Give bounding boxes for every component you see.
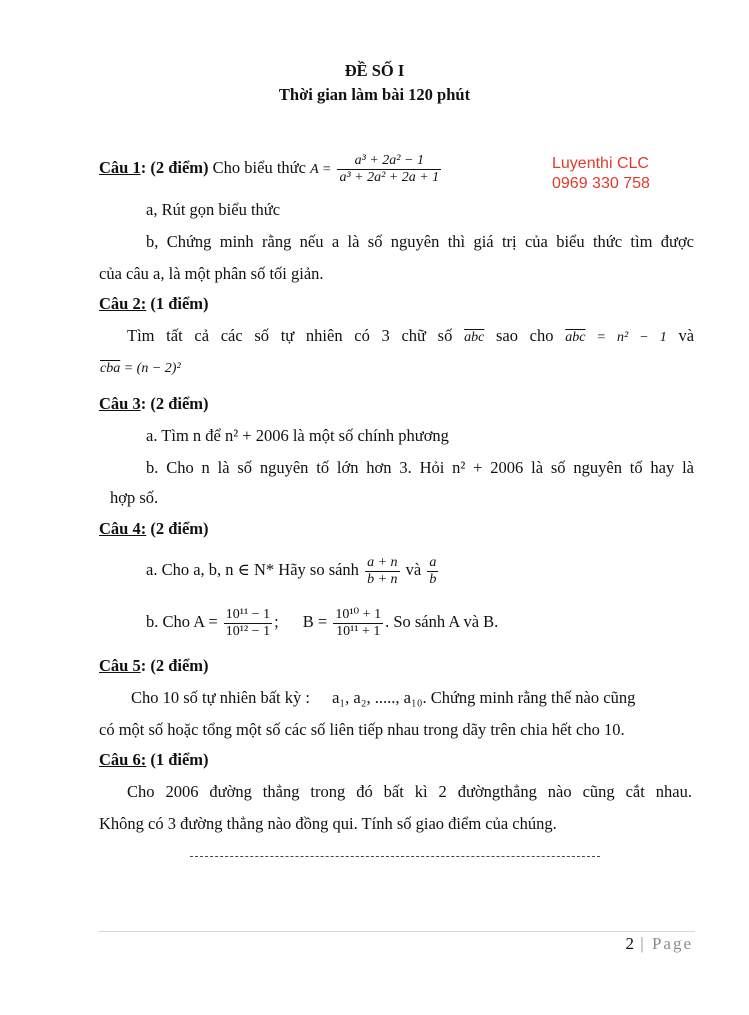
expression-fraction — [337, 153, 441, 186]
relation-2 — [100, 361, 181, 377]
question-6-label: Câu 6: — [99, 750, 147, 769]
fraction-1-numerator: a + n — [365, 555, 399, 572]
question-4-part-a — [146, 550, 440, 590]
question-2-text-2: sao cho — [495, 326, 554, 345]
question-3-part-b-line-1: b. Cho n là số nguyên tố lớn hơn 3. Hỏi n² + 2006 là số nguyên tố hay là — [146, 458, 694, 477]
question-1-points: : (2 điểm) — [140, 158, 209, 177]
question-5-line-2: có một số hoặc tổng một số các số liên tiếp nhau trong dãy trên chia hết cho 10. — [99, 720, 625, 739]
question-2-text-1: Tìm tất cả các số tự nhiên có 3 chữ số — [127, 326, 453, 345]
fraction-A-numerator: 10¹¹ − 1 — [224, 607, 272, 624]
sequence: a₁, a₂, ....., a₁₀ — [332, 688, 423, 707]
question-3-label: Câu 3 — [99, 394, 141, 413]
question-2-label: Câu 2: — [99, 294, 147, 313]
exam-title: ĐỀ SỐ I — [344, 61, 405, 80]
question-3-part-a: a. Tìm n để n² + 2006 là một số chính phương — [146, 426, 449, 445]
question-3-header — [99, 394, 209, 414]
question-5-line-1 — [131, 688, 635, 708]
expr-lhs: A = — [310, 162, 332, 177]
separator: ; — [274, 612, 279, 631]
question-1-intro: Cho biểu thức — [212, 158, 306, 177]
question-4-b-end: . So sánh A và B. — [385, 612, 499, 631]
question-6-points: (1 điểm) — [150, 750, 209, 769]
abc-number: $\overline{abc}$ — [464, 330, 485, 345]
question-1-part-b-line-1: b, Chứng minh rằng nếu a là số nguyên thì giá trị của biểu thức tìm được — [146, 232, 694, 251]
cba-number: $\overline{cba}$ — [100, 361, 121, 376]
question-4-label: Câu 4: — [99, 519, 147, 538]
question-1-header — [99, 148, 443, 190]
abc-number-2: $\overline{abc}$ — [565, 330, 586, 345]
fraction-A-denominator: 10¹² − 1 — [225, 623, 271, 639]
question-5-text-1: Cho 10 số tự nhiên bất kỳ : — [131, 688, 310, 707]
watermark-line-2: 0969 330 758 — [552, 175, 650, 192]
fraction-numerator: a³ + 2a² − 1 — [337, 153, 441, 170]
question-1-label: Câu 1 — [99, 158, 141, 177]
question-1-part-a: a, Rút gọn biểu thức — [146, 200, 281, 219]
page-number: 2 — [625, 934, 635, 953]
dashed-separator — [190, 856, 600, 857]
footer-rule — [98, 931, 695, 932]
exam-subtitle: Thời gian làm bài 120 phút — [278, 85, 471, 104]
fraction-a-plus-n — [365, 555, 399, 588]
watermark — [552, 154, 650, 194]
question-4-a-text: a. Cho a, b, n ∈ N* Hãy so sánh — [146, 560, 359, 579]
relation-1-rhs: = n² − 1 — [596, 330, 667, 345]
question-5-points: : (2 điểm) — [140, 656, 209, 675]
fraction-A — [224, 607, 272, 640]
question-5-header — [99, 656, 209, 676]
relation-2-rhs: = (n − 2)² — [123, 361, 181, 376]
question-2-and: và — [678, 326, 695, 345]
question-5-label: Câu 5 — [99, 656, 141, 675]
question-2-points: (1 điểm) — [150, 294, 209, 313]
watermark-line-1: Luyenthi CLC — [552, 155, 649, 172]
relation-1 — [565, 330, 667, 345]
fraction-B-denominator: 10¹¹ + 1 — [336, 623, 381, 639]
page-separator: | — [634, 934, 652, 953]
question-4-and: và — [405, 560, 422, 579]
fraction-1-denominator: b + n — [367, 571, 398, 587]
fraction-2-denominator: b — [429, 571, 437, 587]
question-2-line-1 — [127, 326, 694, 346]
page-footer — [626, 934, 693, 954]
page-label: Page — [651, 934, 693, 953]
question-1-part-b-line-2: của câu a, là một phân số tối giản. — [99, 264, 324, 283]
question-4-part-b — [146, 602, 498, 642]
fraction-a-over-b — [427, 555, 438, 588]
fraction-B — [333, 607, 383, 640]
fraction-B-numerator: 10¹⁰ + 1 — [333, 607, 383, 624]
fraction-denominator: a³ + 2a² + 2a + 1 — [339, 169, 440, 185]
question-6-line-1: Cho 2006 đường thẳng trong đó bất kì 2 đườngthẳng nào cũng cắt nhau. — [127, 782, 692, 801]
question-4-header — [99, 519, 209, 539]
question-6-line-2: Không có 3 đường thẳng nào đồng qui. Tính số giao điểm của chúng. — [99, 814, 557, 833]
question-4-points: (2 điểm) — [150, 519, 209, 538]
question-3-points: : (2 điểm) — [140, 394, 209, 413]
question-2-header — [99, 294, 209, 314]
question-5-text-2: . Chứng minh rằng thế nào cũng — [422, 688, 636, 707]
question-6-header — [99, 750, 209, 770]
question-4-b-text: b. Cho A = — [146, 612, 218, 631]
question-3-part-b-line-2: hợp số. — [110, 488, 159, 507]
fraction-2-numerator: a — [427, 555, 438, 572]
B-lhs: B = — [302, 612, 328, 631]
